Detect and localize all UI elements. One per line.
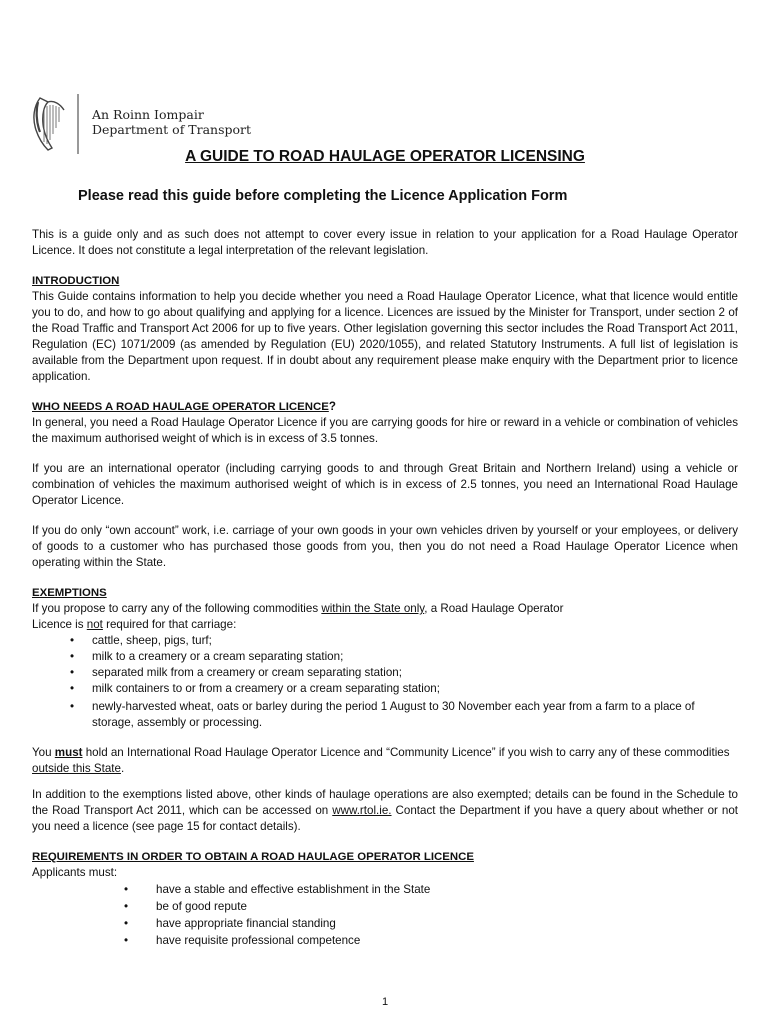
requirements-intro: Applicants must: bbox=[32, 866, 118, 879]
exemptions-list bbox=[32, 633, 738, 731]
must-part: . bbox=[120, 762, 125, 775]
exemptions-intro-part: Licence is bbox=[32, 618, 87, 631]
exemptions-intro bbox=[32, 601, 738, 633]
must-part: You bbox=[32, 746, 55, 759]
list-item: • newly-harvested wheat, oats or barley during the period 1 August to 30 November each year from a farm to a place of storage, assembly or processing. bbox=[32, 699, 738, 731]
exemptions-intro-part: If you propose to carry any of the following commodities bbox=[32, 602, 322, 615]
who-needs-paragraph-1: In general, you need a Road Haulage Operator Licence if you are carrying goods for hire or reward in a vehicle or combination of vehicles the maximum authorised weight of which is in excess of 3.5 tonnes. bbox=[32, 416, 738, 445]
page-subtitle: Please read this guide before completing the Licence Application Form bbox=[78, 188, 568, 204]
introduction-heading: INTRODUCTION bbox=[32, 275, 120, 287]
list-item: • milk containers to or from a creamery or a cream separating station; bbox=[32, 681, 738, 697]
must-emphasis: must bbox=[54, 746, 83, 759]
exemptions-intro-part: , a Road Haulage Operator bbox=[424, 602, 564, 615]
requirements-list bbox=[32, 881, 738, 949]
list-item: • milk to a creamery or a cream separating station; bbox=[32, 649, 738, 665]
exemptions-must-paragraph bbox=[32, 745, 738, 777]
who-needs-paragraph-2: If you are an international operator (including carrying goods to and through Great Britain and Northern Ireland) using a vehicle or combination of vehicles the maximum authorised weight of which is in excess of 2.5 tonnes, you need an International Road Haulage Operator Licence. bbox=[32, 462, 738, 507]
exemptions-additional-paragraph bbox=[32, 787, 738, 835]
list-item: • separated milk from a creamery or cream separating station; bbox=[32, 665, 738, 681]
must-underlined: outside this State bbox=[32, 762, 121, 775]
requirements-heading: REQUIREMENTS IN ORDER TO OBTAIN A ROAD HAULAGE OPERATOR LICENCE bbox=[32, 851, 474, 863]
introduction-text: This Guide contains information to help you decide whether you need a Road Haulage Operator Licence, what that licence would entitle you to do, and how to go about qualifying and applying for a licence. Licences are issued by the Minister for Transport, under section 2 of the Road Traffic and Transport Act 2006 for up to five years. Other legislation governing this sector includes the Road Transport Act 2011, Regulation (EC) 1071/2009 (as amended by Regulation (EU) 2020/1055), and related Statutory Instruments. A full list of legislation is available from the Department upon request. If in doubt about any requirement please make enquiry with the Department prior to licence application. bbox=[32, 290, 738, 383]
harp-icon bbox=[30, 92, 82, 156]
exemptions-intro-underlined: within the State only bbox=[321, 602, 425, 615]
list-item: • cattle, sheep, pigs, turf; bbox=[32, 633, 738, 649]
who-needs-paragraph-3: If you do only “own account” work, i.e. carriage of your own goods in your own vehicles driven by yourself or your employees, or delivery of goods to a customer who has purchased those goods from you, then you do not need a Road Haulage Operator Licence when operating within the State. bbox=[32, 524, 738, 569]
document-body bbox=[32, 227, 738, 949]
exemptions-intro-not: not bbox=[86, 618, 103, 631]
exemptions-intro-part: required for that carriage: bbox=[102, 618, 237, 631]
additional-part: Contact the Department if you have a query about whether or not you need a licence (see page 15 for contact details). bbox=[32, 804, 738, 833]
additional-part: In addition to the exemptions listed above, other kinds of haulage operations are also exempted; details can be found in the Schedule to the Road Transport Act 2011, which can be accessed on bbox=[32, 788, 738, 817]
department-english: Department of Transport bbox=[92, 122, 252, 137]
list-item: • have requisite professional competence bbox=[32, 932, 738, 949]
department-name bbox=[92, 107, 251, 137]
rtol-link[interactable]: www.rtol.ie. bbox=[332, 804, 392, 817]
list-item: • have a stable and effective establishment in the State bbox=[32, 881, 738, 898]
who-needs-heading-text: WHO NEEDS A ROAD HAULAGE OPERATOR LICENCE bbox=[32, 401, 329, 413]
who-needs-heading-suffix: ? bbox=[328, 400, 336, 413]
exemptions-heading: EXEMPTIONS bbox=[32, 587, 107, 599]
intro-disclaimer: This is a guide only and as such does not attempt to cover every issue in relation to your application for a Road Haulage Operator Licence. It does not constitute a legal interpretation of the relevant legislation. bbox=[32, 228, 738, 257]
page-title: A GUIDE TO ROAD HAULAGE OPERATOR LICENSING bbox=[185, 148, 585, 165]
must-part: hold an International Road Haulage Operator Licence and “Community Licence” if you wish to carry any of these commodities bbox=[82, 746, 730, 759]
list-item: • be of good repute bbox=[32, 898, 738, 915]
list-item: • have appropriate financial standing bbox=[32, 915, 738, 932]
page-number: 1 bbox=[381, 996, 389, 1008]
department-irish: An Roinn Iompair bbox=[92, 107, 204, 122]
who-needs-heading bbox=[32, 399, 738, 415]
